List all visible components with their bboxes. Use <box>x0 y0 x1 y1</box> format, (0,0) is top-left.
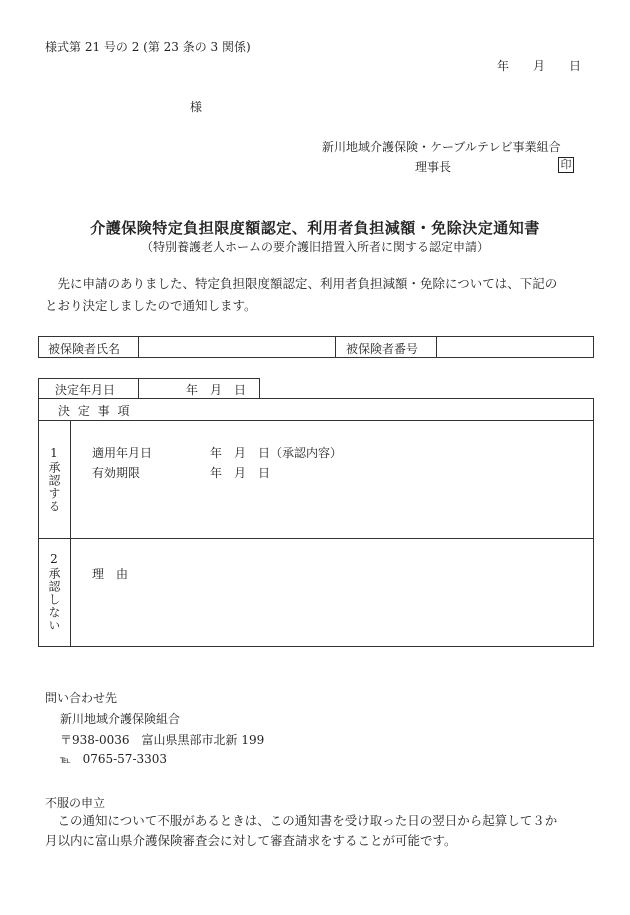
insured-name-field[interactable] <box>140 337 334 357</box>
insured-number-label: 被保険者番号 <box>346 342 419 356</box>
divider <box>138 336 139 358</box>
appeal-line-1: この通知について不服があるときは、この通知書を受け取った日の翌日から起算して３か <box>45 813 558 828</box>
divider <box>70 420 71 647</box>
contact-organization: 新川地域介護保険組合 <box>60 712 181 726</box>
contact-tel-row <box>60 752 167 766</box>
seal-mark <box>558 157 574 173</box>
form-number: 様式第 21 号の 2 (第 23 条の 3 関係) <box>45 40 251 54</box>
approve-row-1-value[interactable]: 年 月 日（承認内容） <box>210 446 343 460</box>
contact-heading: 問い合わせ先 <box>45 691 118 705</box>
intro-line-2: とおり決定しましたので通知します。 <box>45 298 257 313</box>
tel-icon: ℡ <box>60 755 71 766</box>
addressee-suffix: 様 <box>190 100 203 114</box>
appeal-heading: 不服の申立 <box>45 796 106 810</box>
date-line: 年 月 日 <box>497 59 582 73</box>
approve-row-1-label: 適用年月日 <box>92 446 153 460</box>
approve-row-2-value[interactable]: 年 月 日 <box>210 466 271 480</box>
decision-date-value[interactable]: 年 月 日 <box>186 383 247 397</box>
contact-address: 〒938-0036 富山県黒部市北新 199 <box>60 733 265 747</box>
divider <box>335 336 336 358</box>
decision-items-label: 決 定 事 項 <box>58 404 132 418</box>
decision-date-label: 決定年月日 <box>55 383 116 397</box>
approve-row-2-label: 有効期限 <box>92 466 141 480</box>
divider <box>38 538 594 539</box>
insured-name-label: 被保険者氏名 <box>48 342 121 356</box>
divider <box>38 420 594 421</box>
appeal-line-2: 月以内に富山県介護保険審査会に対して審査請求をすることが可能です。 <box>45 833 457 848</box>
deny-label: 2承認しない <box>47 552 61 632</box>
reason-field[interactable] <box>140 560 580 640</box>
insured-number-field[interactable] <box>438 337 592 357</box>
contact-tel: 0765-57-3303 <box>82 752 168 766</box>
reason-label: 理 由 <box>92 567 129 581</box>
divider <box>436 336 437 358</box>
issuer-organization: 新川地域介護保険・ケーブルテレビ事業組合 <box>322 140 561 154</box>
document-subtitle: （特別養護老人ホームの要介護旧措置入所者に関する認定申請） <box>140 240 489 254</box>
issuer-title: 理事長 <box>415 160 452 174</box>
document-title: 介護保険特定負担限度額認定、利用者負担減額・免除決定通知書 <box>90 219 540 237</box>
approve-label: 1承認する <box>47 446 61 513</box>
intro-line-1: 先に申請のありました、特定負担限度額認定、利用者負担減額・免除については、下記の <box>45 276 558 291</box>
seal-glyph: 印 <box>558 157 574 173</box>
divider <box>138 378 139 399</box>
